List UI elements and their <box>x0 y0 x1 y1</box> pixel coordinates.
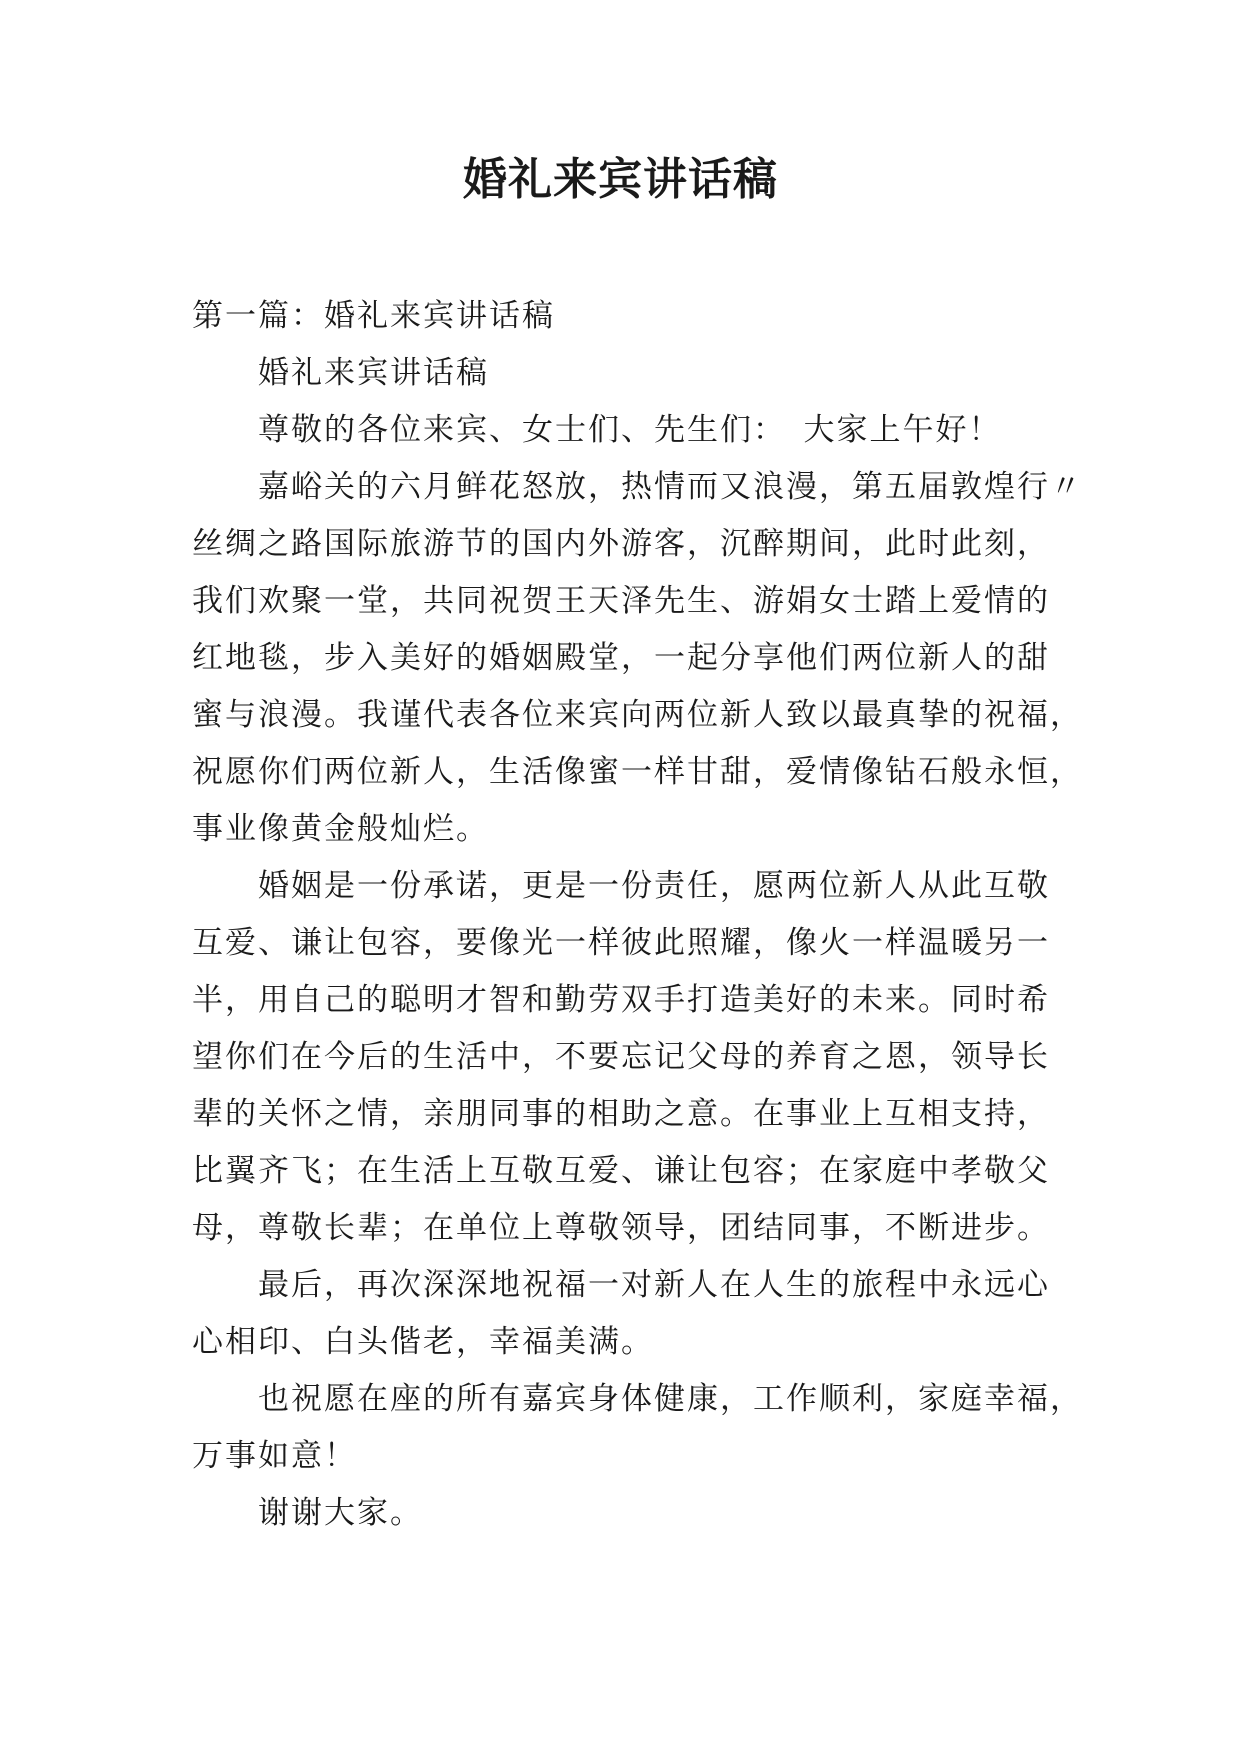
body-line: 最后，再次深深地祝福一对新人在人生的旅程中永远心 <box>258 1267 1050 1303</box>
body-line: 丝绸之路国际旅游节的国内外游客，沉醉期间，此时此刻， <box>192 526 1050 562</box>
body-line: 半，用自己的聪明才智和勤劳双手打造美好的未来。同时希 <box>192 982 1050 1018</box>
body-line: 嘉峪关的六月鲜花怒放，热情而又浪漫，第五届敦煌行〃 <box>258 469 1083 505</box>
body-line: 蜜与浪漫。我谨代表各位来宾向两位新人致以最真挚的祝福， <box>192 697 1083 733</box>
body-line: 望你们在今后的生活中，不要忘记父母的养育之恩，领导长 <box>192 1039 1050 1075</box>
body-line: 第一篇：婚礼来宾讲话稿 <box>192 298 555 334</box>
body-line: 婚礼来宾讲话稿 <box>258 355 489 391</box>
body-line: 红地毯，步入美好的婚姻殿堂，一起分享他们两位新人的甜 <box>192 640 1050 676</box>
body-line: 祝愿你们两位新人，生活像蜜一样甘甜，爱情像钻石般永恒， <box>192 754 1083 790</box>
body-line: 事业像黄金般灿烂。 <box>192 811 489 847</box>
body-line: 心相印、白头偕老，幸福美满。 <box>192 1324 654 1360</box>
body-line: 母，尊敬长辈；在单位上尊敬领导，团结同事，不断进步。 <box>192 1210 1050 1246</box>
body-line: 比翼齐飞；在生活上互敬互爱、谦让包容；在家庭中孝敬父 <box>192 1153 1050 1189</box>
body-line: 互爱、谦让包容，要像光一样彼此照耀，像火一样温暖另一 <box>192 925 1050 961</box>
body-line: 婚姻是一份承诺，更是一份责任，愿两位新人从此互敬 <box>258 868 1050 904</box>
body-line: 辈的关怀之情，亲朋同事的相助之意。在事业上互相支持， <box>192 1096 1050 1132</box>
body-line: 谢谢大家。 <box>258 1495 423 1531</box>
body-line: 尊敬的各位来宾、女士们、先生们： 大家上午好！ <box>258 412 1002 448</box>
page-title: 婚礼来宾讲话稿 <box>463 154 778 205</box>
body-line: 也祝愿在座的所有嘉宾身体健康，工作顺利，家庭幸福， <box>258 1381 1083 1417</box>
body-line: 万事如意！ <box>192 1438 357 1474</box>
body-line: 我们欢聚一堂，共同祝贺王天泽先生、游娟女士踏上爱情的 <box>192 583 1050 619</box>
document-body <box>192 288 1083 1542</box>
